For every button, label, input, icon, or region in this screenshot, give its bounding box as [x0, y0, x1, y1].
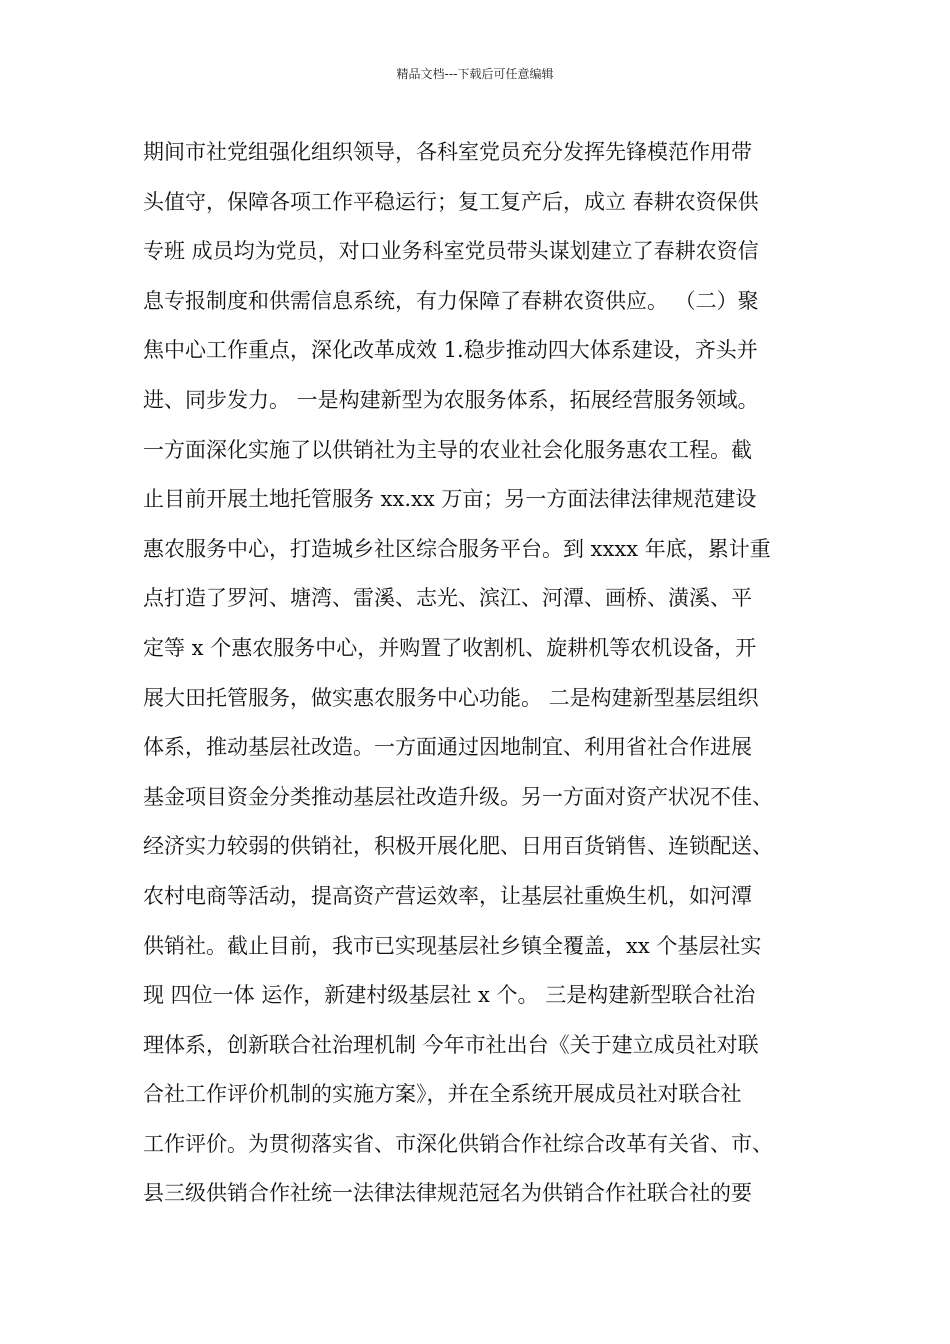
text-line: 息专报制度和供需信息系统，有力保障了春耕农资供应。 （二）聚 [143, 288, 759, 313]
text-line: 焦中心工作重点，深化改革成效 1.稳步推动四大体系建设，齐头并 [143, 338, 758, 363]
text-line: 现 四位一体 运作，新建村级基层社 x 个。 三是构建新型联合社治 [143, 983, 756, 1008]
text-line: 工作评价。为贯彻落实省、市深化供销合作社综合改革有关省、市、 [143, 1131, 773, 1156]
text-line: 农村电商等活动，提高资产营运效率，让基层社重焕生机，如河潭 [143, 883, 752, 908]
text-line: 点打造了罗河、塘湾、雷溪、志光、滨江、河潭、画桥、潢溪、平 [143, 586, 752, 611]
page-header: 精品文档---下载后可任意编辑 [396, 67, 554, 81]
text-line: 惠农服务中心，打造城乡社区综合服务平台。到 xxxx 年底，累计重 [143, 536, 771, 561]
text-line: 专班 成员均为党员，对口业务科室党员带头谋划建立了春耕农资信 [143, 239, 759, 264]
text-line: 体系，推动基层社改造。一方面通过因地制宜、利用省社合作进展 [143, 735, 752, 760]
text-line: 经济实力较弱的供销社，积极开展化肥、日用百货销售、连锁配送、 [143, 834, 773, 859]
text-line: 基金项目资金分类推动基层社改造升级。另一方面对资产状况不佳、 [143, 784, 773, 809]
text-line: 展大田托管服务，做实惠农服务中心功能。 二是构建新型基层组织 [143, 685, 759, 710]
text-line: 头值守，保障各项工作平稳运行；复工复产后，成立 春耕农资保供 [143, 189, 759, 214]
text-line: 一方面深化实施了以供销社为主导的农业社会化服务惠农工程。截 [143, 437, 752, 462]
text-line: 理体系，创新联合社治理机制 今年市社出台《关于建立成员社对联 [143, 1032, 759, 1057]
text-line: 县三级供销合作社统一法律法律规范冠名为供销合作社联合社的要 [143, 1181, 752, 1206]
text-line: 供销社。截止目前，我市已实现基层社乡镇全覆盖，xx 个基层社实 [143, 933, 762, 958]
text-line: 合社工作评价机制的实施方案》，并在全系统开展成员社对联合社 [143, 1082, 742, 1107]
text-line: 止目前开展土地托管服务 xx.xx 万亩；另一方面法律法律规范建设 [143, 487, 757, 512]
text-line: 定等 x 个惠农服务中心，并购置了收割机、旋耕机等农机设备，开 [143, 635, 757, 660]
body-paragraph [143, 128, 815, 1219]
text-line: 期间市社党组强化组织领导，各科室党员充分发挥先锋模范作用带 [143, 140, 752, 164]
text-line: 进、同步发力。 一是构建新型为农服务体系，拓展经营服务领域。 [143, 387, 759, 412]
